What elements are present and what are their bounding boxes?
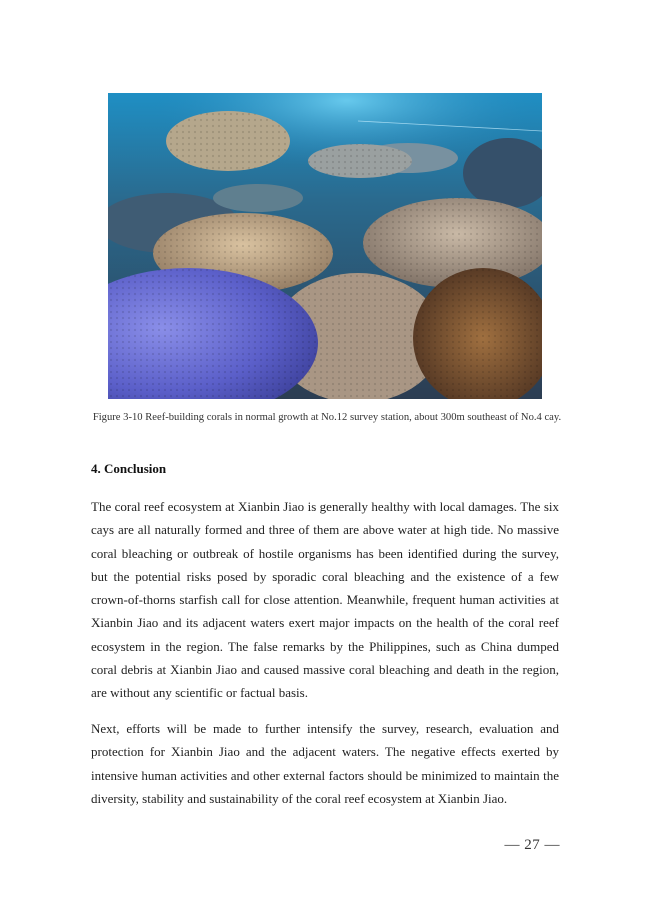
conclusion-paragraph-1: The coral reef ecosystem at Xianbin Jiao is generally healthy with local damages. The six cays are all naturally formed and three of them are above water at high tide. No massive coral bleaching or outbreak of hostile organisms has been identified during the survey, but the potential risks posed by sporadic coral bleaching and the existence of a few crown-of-thorns starfish call for close attention. Meanwhile, frequent human activities at Xianbin Jiao and its adjacent waters exert major impacts on the health of the coral reef ecosystem in the region. The false remarks by the Philippines, such as China dumped coral debris at Xianbin Jiao and caused massive coral bleaching and death in the region, are without any scientific or factual basis.: [91, 499, 559, 701]
coral-reef-illustration: [108, 93, 542, 399]
section-heading: 4. Conclusion: [91, 461, 167, 476]
conclusion-paragraph-2: Next, efforts will be made to further intensify the survey, research, evaluation and protection for Xianbin Jiao and the adjacent waters. The negative effects exerted by intensive human activities and other external factors should be minimized to maintain the diversity, stability and sustainability of the coral reef ecosystem at Xianbin Jiao.: [91, 721, 559, 806]
coral-reef-photo: [108, 93, 542, 399]
page-number: — 27 —: [504, 837, 560, 853]
figure-caption: Figure 3-10 Reef-building corals in normal growth at No.12 survey station, about 300m southeast of No.4 cay.: [92, 412, 562, 423]
